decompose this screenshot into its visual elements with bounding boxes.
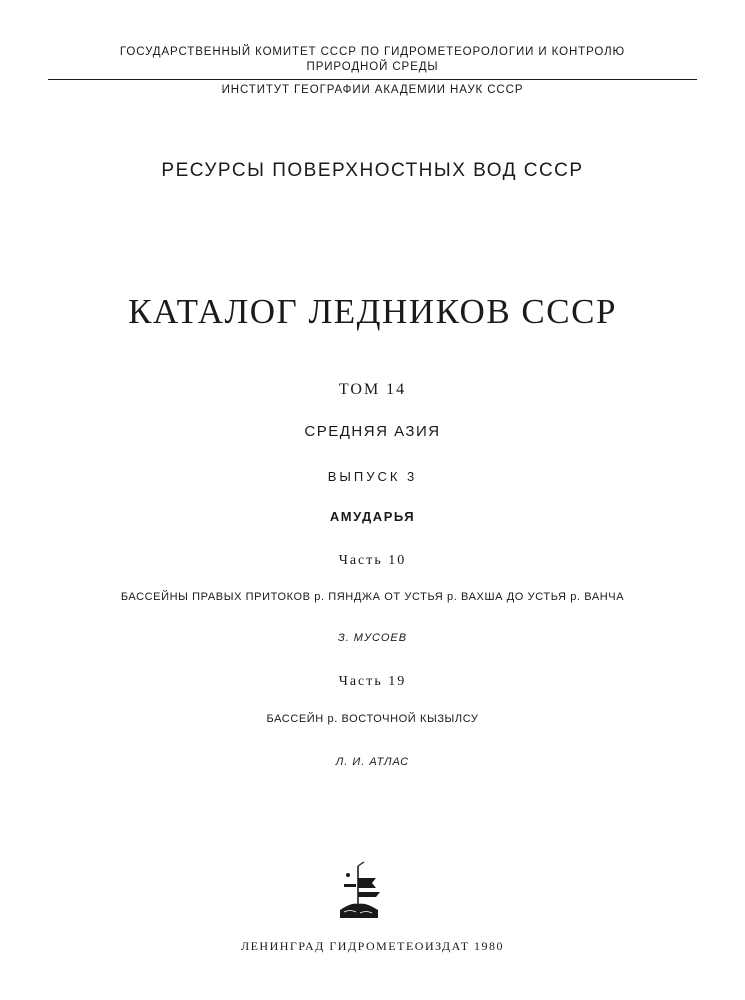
part19-description: БАССЕЙН р. ВОСТОЧНОЙ КЫЗЫЛСУ	[266, 713, 479, 725]
header-divider	[48, 79, 697, 80]
series-title: РЕСУРСЫ ПОВЕРХНОСТНЫХ ВОД СССР	[161, 160, 584, 181]
issue-number: ВЫПУСК 3	[327, 469, 418, 484]
part19-label: Часть 19	[338, 674, 407, 689]
river-name: АМУДАРЬЯ	[329, 509, 416, 524]
org-name-line1: ГОСУДАРСТВЕННЫЙ КОМИТЕТ СССР ПО ГИДРОМЕТЕОРОЛОГИИ И КОНТРОЛЮ	[119, 46, 626, 58]
main-title: КАТАЛОГ ЛЕДНИКОВ СССР	[128, 292, 617, 331]
imprint-line: ЛЕНИНГРАД ГИДРОМЕТЕОИЗДАТ 1980	[240, 939, 505, 953]
institute-name: ИНСТИТУТ ГЕОГРАФИИ АКАДЕМИИ НАУК СССР	[221, 84, 524, 96]
part10-label: Часть 10	[338, 553, 407, 568]
org-name-line2: ПРИРОДНОЙ СРЕДЫ	[306, 61, 439, 73]
volume-number: ТОМ 14	[338, 381, 407, 398]
region-name: СРЕДНЯЯ АЗИЯ	[304, 423, 441, 440]
publisher-logo-weathervane-icon	[336, 860, 396, 920]
part10-author: З. МУСОЕВ	[337, 632, 408, 644]
part10-description: БАССЕЙНЫ ПРАВЫХ ПРИТОКОВ р. ПЯНДЖА ОТ УСТЬЯ р. ВАХША ДО УСТЬЯ р. ВАНЧА	[120, 591, 625, 603]
part19-author: Л. И. АТЛАС	[335, 756, 410, 768]
